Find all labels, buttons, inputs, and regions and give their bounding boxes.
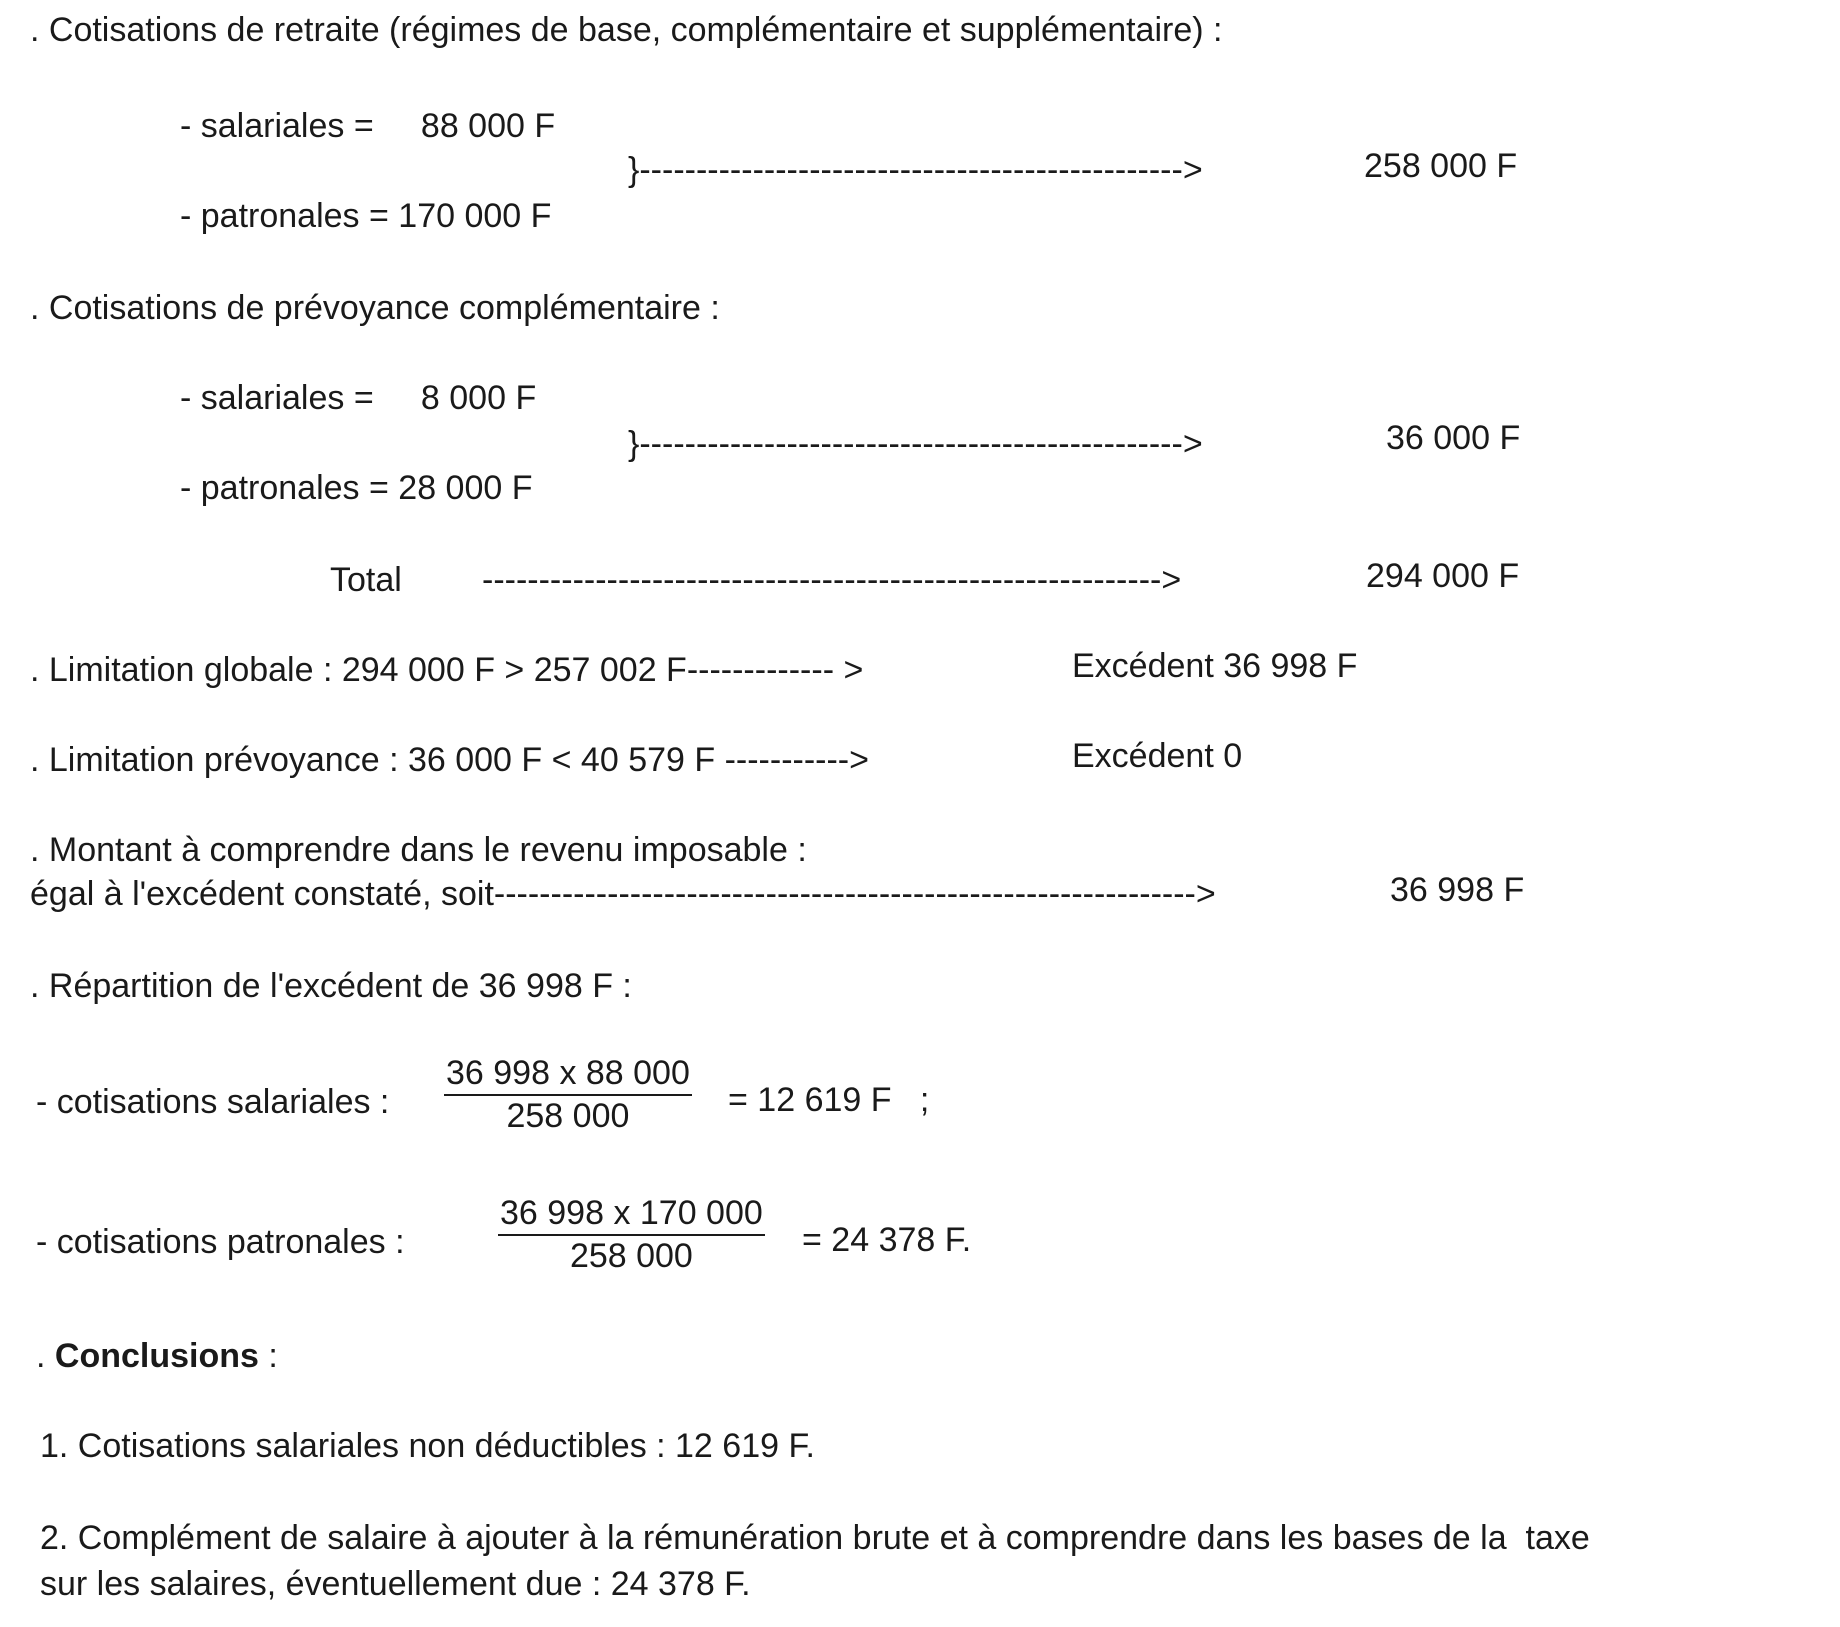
retraite-arrow: }------------------------------------------------> — [628, 151, 1203, 189]
conclusions-prefix: . — [36, 1337, 55, 1375]
patronales-numerator: 36 998 x 170 000 — [498, 1194, 765, 1236]
conclusion-item-1: 1. Cotisations salariales non déductibles : 12 619 F. — [40, 1427, 815, 1465]
retraite-salariales: - salariales = 88 000 F — [180, 107, 556, 145]
limitation-globale: . Limitation globale : 294 000 F > 257 002 F------------- > — [30, 651, 864, 689]
limitation-prevoyance-result: Excédent 0 — [1072, 737, 1243, 775]
prevoyance-heading: . Cotisations de prévoyance complémentaire : — [30, 289, 720, 327]
montant-line2: égal à l'excédent constaté, soit--------------------------------------------------------------> — [30, 875, 1216, 913]
total-label: Total — [330, 561, 402, 599]
repartition-heading: . Répartition de l'excédent de 36 998 F : — [30, 967, 632, 1005]
limitation-prevoyance: . Limitation prévoyance : 36 000 F < 40 579 F -----------> — [30, 741, 869, 779]
retraite-patronales: - patronales = 170 000 F — [180, 197, 552, 235]
prevoyance-patronales: - patronales = 28 000 F — [180, 469, 533, 507]
patronales-result: = 24 378 F. — [802, 1221, 972, 1259]
montant-line1: . Montant à comprendre dans le revenu imposable : — [30, 831, 807, 869]
prevoyance-salariales: - salariales = 8 000 F — [180, 379, 537, 417]
salariales-denominator: 258 000 — [506, 1097, 630, 1135]
conclusions-title: Conclusions — [54, 1337, 259, 1375]
total-arrow: ------------------------------------------------------------> — [482, 561, 1182, 599]
prevoyance-arrow: }------------------------------------------------> — [628, 425, 1203, 463]
salariales-calc-label: - cotisations salariales : — [36, 1083, 390, 1121]
retraite-heading: . Cotisations de retraite (régimes de base, complémentaire et supplémentaire) : — [30, 11, 1223, 49]
patronales-fraction — [498, 1194, 765, 1276]
salariales-numerator: 36 998 x 88 000 — [444, 1054, 692, 1096]
montant-value: 36 998 F — [1390, 871, 1525, 909]
conclusions-heading — [36, 1336, 278, 1376]
patronales-calc-label: - cotisations patronales : — [36, 1223, 405, 1261]
salariales-result: = 12 619 F ; — [728, 1081, 930, 1119]
limitation-globale-result: Excédent 36 998 F — [1072, 647, 1358, 685]
conclusions-suffix: : — [258, 1337, 278, 1375]
prevoyance-total: 36 000 F — [1386, 419, 1521, 457]
retraite-total: 258 000 F — [1364, 147, 1518, 185]
conclusion-item-2-line1: 2. Complément de salaire à ajouter à la rémunération brute et à comprendre dans les bases de la taxe — [40, 1519, 1590, 1557]
total-value: 294 000 F — [1366, 557, 1520, 595]
salariales-fraction — [444, 1054, 692, 1136]
conclusion-item-2-line2: sur les salaires, éventuellement due : 24 378 F. — [40, 1565, 751, 1603]
patronales-denominator: 258 000 — [569, 1237, 693, 1275]
